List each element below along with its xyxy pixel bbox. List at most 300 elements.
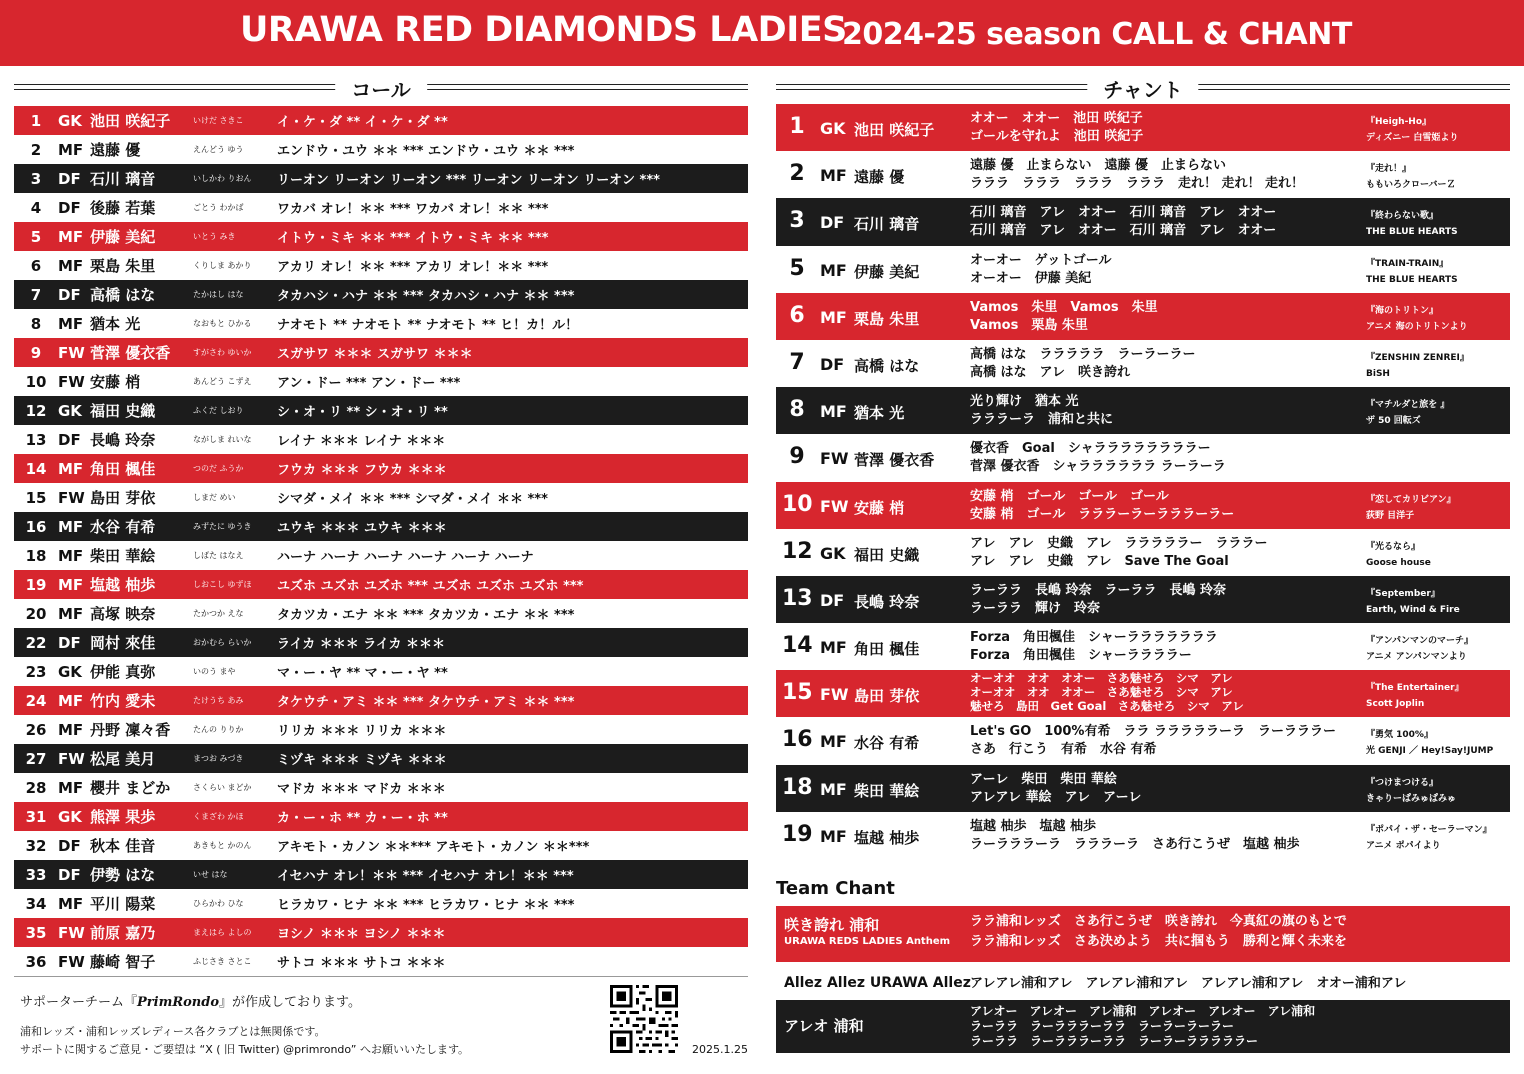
player-position: MF xyxy=(820,826,847,846)
player-name: 伊藤 美紀 xyxy=(854,262,920,281)
player-number: 5 xyxy=(30,227,42,246)
player-call: ハーナ ハーナ ハーナ ハーナ ハーナ ハーナ xyxy=(277,550,534,565)
source-line: 『September』 xyxy=(1366,588,1440,599)
call-row xyxy=(14,947,748,976)
call-heading xyxy=(14,74,748,102)
chant-lyrics xyxy=(970,535,1360,571)
source-line: 『Heigh-Ho』 xyxy=(1366,117,1432,127)
player-number: 1 xyxy=(30,111,42,130)
source-line: 『光るなら』 xyxy=(1366,541,1421,552)
player-kana: さくらい まどか xyxy=(193,783,252,792)
player-name: 福田 史織 xyxy=(90,402,156,420)
player-call: ユズホ ユズホ ユズホ *** ユズホ ユズホ ユズホ *** xyxy=(277,579,584,594)
lyric-line: Vamos 朱里 Vamos 朱里 xyxy=(970,299,1158,315)
chant-row xyxy=(776,717,1510,764)
player-name: 池田 咲紀子 xyxy=(90,112,171,130)
player-kana: しばた はなえ xyxy=(193,551,244,560)
call-row xyxy=(14,715,748,744)
chant-source xyxy=(1366,256,1506,288)
player-number: 3 xyxy=(789,208,805,234)
player-name: 福田 史織 xyxy=(854,545,920,564)
player-position: GK xyxy=(58,662,82,681)
player-call: ナオモト ** ナオモト ** ナオモト ** ヒ！カ！ル！ xyxy=(277,318,579,333)
player-name: 猶本 光 xyxy=(90,315,141,333)
player-kana: みずたに ゆうき xyxy=(193,522,252,531)
call-row xyxy=(14,773,748,802)
call-row xyxy=(14,918,748,947)
lyric-line: アレ アレ 史織 アレ Save The Goal xyxy=(970,553,1229,569)
player-name: 水谷 有希 xyxy=(90,518,156,536)
player-number: 5 xyxy=(789,255,805,281)
player-call: フウカ ＊＊＊ フウカ ＊＊＊ xyxy=(277,463,447,478)
call-row xyxy=(14,483,748,512)
player-name: 竹内 愛未 xyxy=(90,692,156,710)
player-kana: あんどう こずえ xyxy=(193,377,252,386)
player-position: MF xyxy=(58,778,84,797)
player-name: 遠藤 優 xyxy=(90,141,141,159)
publish-date: 2025.1.25 xyxy=(692,1043,748,1056)
lyric-line: 石川 璃音 アレ オオー 石川 璃音 アレ オオー xyxy=(970,223,1277,239)
call-row xyxy=(14,860,748,889)
player-call: カ・ー・ホ ** カ・ー・ホ ** xyxy=(277,811,448,826)
source-line: アニメ ポパイより xyxy=(1366,840,1441,851)
player-call: マ・ー・ヤ ** マ・ー・ヤ ** xyxy=(277,666,448,681)
player-call: エンドウ・ユウ ＊＊ *** エンドウ・ユウ ＊＊ *** xyxy=(277,144,575,159)
player-kana: えんどう ゆう xyxy=(193,145,244,154)
chant-source xyxy=(1366,775,1506,807)
player-number: 12 xyxy=(25,401,47,420)
player-kana: いしかわ りおん xyxy=(193,174,252,183)
player-call: ミヅキ ＊＊＊ ミヅキ ＊＊＊ xyxy=(277,753,447,768)
lyric-line: オーオオ オオ オオー さあ魅せろ シマ アレ xyxy=(970,671,1233,686)
player-number: 22 xyxy=(25,633,47,652)
chant-row xyxy=(776,387,1510,434)
player-position: MF xyxy=(58,227,84,246)
page-header xyxy=(0,0,1524,66)
player-number: 16 xyxy=(782,727,813,753)
source-line: 『海のトリトン』 xyxy=(1366,305,1439,316)
call-row xyxy=(14,802,748,831)
player-call: マドカ ＊＊＊ マドカ ＊＊＊ xyxy=(277,782,446,797)
player-number: 31 xyxy=(25,807,47,826)
player-name: 伊藤 美紀 xyxy=(90,228,156,246)
player-kana: くりしま あかり xyxy=(193,261,252,270)
player-name: 石川 璃音 xyxy=(854,215,920,234)
call-row xyxy=(14,889,748,918)
player-number: 6 xyxy=(30,256,42,275)
call-row xyxy=(14,628,748,657)
chant-row xyxy=(776,434,1510,481)
lyric-line: 菅澤 優衣香 シャララララララ ラーラーラ xyxy=(970,459,1226,475)
call-list xyxy=(14,106,748,976)
player-number: 27 xyxy=(25,749,47,768)
player-name: 藤崎 智子 xyxy=(90,953,156,971)
chant-row xyxy=(776,198,1510,245)
player-position: MF xyxy=(58,720,84,739)
chant-source xyxy=(1366,397,1506,429)
player-kana: いせ はな xyxy=(193,870,228,879)
call-row xyxy=(14,309,748,338)
source-line: ディズニー 白雪姫より xyxy=(1366,133,1459,143)
allez-name: Allez Allez URAWA Allez xyxy=(784,975,971,991)
chant-row xyxy=(776,529,1510,576)
team-chant-areo xyxy=(776,1000,1510,1053)
anthem-name: 咲き誇れ 浦和 xyxy=(784,916,880,934)
player-name: 岡村 來佳 xyxy=(90,634,156,652)
player-name: 前原 嘉乃 xyxy=(90,924,156,942)
player-number: 10 xyxy=(25,372,47,391)
anthem-subtitle: URAWA REDS LADIES Anthem xyxy=(784,936,951,947)
player-call: シ・オ・リ ** シ・オ・リ ** xyxy=(277,405,448,420)
player-name: 菅澤 優衣香 xyxy=(854,451,935,470)
lyric-line: Vamos 栗島 朱里 xyxy=(970,317,1088,333)
lyric-line: Forza 角田楓佳 シャーラララララララ xyxy=(970,630,1218,646)
player-name: 池田 咲紀子 xyxy=(854,121,935,139)
chant-row xyxy=(776,104,1510,151)
player-kana: いのう まや xyxy=(193,667,236,676)
player-name: 安藤 梢 xyxy=(854,498,905,517)
source-line: 『ポパイ・ザ・セーラーマン』 xyxy=(1366,824,1492,835)
lyric-line: 高橋 はな ラララララ ラーラーラー xyxy=(970,346,1196,362)
call-row xyxy=(14,512,748,541)
footer-credit: サポーターチーム『PrimRondo』が作成しております。 xyxy=(20,995,361,1010)
chant-source xyxy=(1366,633,1506,665)
player-number: 1 xyxy=(789,114,805,139)
player-position: DF xyxy=(820,590,845,610)
lyric-line: 魅せろ 島田 Get Goal さあ魅せろ シマ アレ xyxy=(970,699,1244,714)
player-name: 角田 楓佳 xyxy=(854,640,920,659)
call-row xyxy=(14,831,748,860)
player-number: 7 xyxy=(30,285,42,304)
player-position: MF xyxy=(820,402,847,422)
player-kana: なおもと ひかる xyxy=(193,319,252,328)
player-number: 8 xyxy=(789,397,805,423)
chant-row xyxy=(776,340,1510,387)
source-line: Scott Joplin xyxy=(1366,699,1425,710)
chant-lyrics xyxy=(970,723,1360,759)
player-position: FW xyxy=(58,488,85,507)
player-position: DF xyxy=(58,198,81,217)
player-name: 松尾 美月 xyxy=(90,750,156,768)
call-row xyxy=(14,686,748,715)
player-kana: ながしま れいな xyxy=(193,435,252,444)
chant-lyrics xyxy=(970,252,1360,288)
lyric-line: さあ 行こう 有希 水谷 有希 xyxy=(970,742,1157,758)
player-kana: ふくだ しおり xyxy=(193,406,244,415)
page-title: URAWA RED DIAMONDS LADIES xyxy=(240,10,847,50)
source-line: 『走れ！』 xyxy=(1366,164,1412,175)
player-number: 13 xyxy=(25,430,47,449)
player-name: 猶本 光 xyxy=(854,404,905,423)
player-number: 19 xyxy=(782,821,813,847)
chant-heading xyxy=(776,74,1510,102)
chant-lyrics xyxy=(970,488,1360,524)
player-position: GK xyxy=(820,543,846,563)
chant-source xyxy=(1366,680,1506,712)
player-position: MF xyxy=(58,256,84,275)
chant-lyrics xyxy=(970,440,1360,476)
team-chant-heading: Team Chant xyxy=(776,878,895,899)
footer-contact: サポートに関するご意見・ご要望は “X ( 旧 Twitter) @primrondo” へお願いいたします。 xyxy=(20,1043,470,1056)
footer xyxy=(14,976,748,1066)
chant-row xyxy=(776,246,1510,293)
allez-lyrics: アレアレ浦和アレ アレアレ浦和アレ アレアレ浦和アレ オオー浦和アレ xyxy=(970,976,1407,991)
chant-lyrics xyxy=(970,204,1360,240)
source-line: 光 GENJI ／ Hey!Say!JUMP xyxy=(1366,746,1494,757)
player-position: MF xyxy=(58,546,84,565)
chant-source xyxy=(1366,727,1506,759)
player-number: 36 xyxy=(25,952,47,971)
lyric-line: ラーララ 長嶋 玲奈 ラーララ 長嶋 玲奈 xyxy=(970,582,1227,598)
player-position: FW xyxy=(58,952,85,971)
lyric-line: ラーラララーラ ラララーラ さあ行こうぜ 塩越 柚歩 xyxy=(970,836,1300,852)
player-number: 20 xyxy=(25,604,47,623)
player-number: 14 xyxy=(782,633,813,659)
player-call: タカツカ・エナ ＊＊ *** タカツカ・エナ ＊＊ *** xyxy=(277,608,575,623)
areo-name: アレオ 浦和 xyxy=(784,1017,864,1035)
player-call: ヨシノ ＊＊＊ ヨシノ ＊＊＊ xyxy=(277,927,446,942)
chant-lyrics xyxy=(970,299,1360,335)
player-position: MF xyxy=(820,260,847,280)
player-position: MF xyxy=(58,314,84,333)
player-name: 長嶋 玲奈 xyxy=(90,431,156,449)
player-call: ワカバ オレ！＊＊ *** ワカバ オレ！＊＊ *** xyxy=(277,202,549,217)
call-row xyxy=(14,454,748,483)
player-number: 4 xyxy=(30,198,42,217)
source-line: 『つけまつける』 xyxy=(1366,777,1439,788)
lyric-line: ラーララ 輝け 玲奈 xyxy=(970,600,1101,616)
player-number: 7 xyxy=(789,349,805,375)
player-kana: すがさわ ゆいか xyxy=(193,348,252,357)
player-number: 13 xyxy=(782,585,813,611)
chant-source xyxy=(1366,114,1506,146)
player-number: 3 xyxy=(30,169,42,188)
player-number: 2 xyxy=(789,161,805,187)
player-kana: しまだ めい xyxy=(193,493,236,502)
player-kana: いとう みき xyxy=(193,232,236,241)
player-position: MF xyxy=(58,517,84,536)
player-number: 6 xyxy=(789,302,805,328)
call-row xyxy=(14,657,748,686)
lyric-line: アレアレ 華絵 アレ アーレ xyxy=(970,789,1142,805)
source-line: Goose house xyxy=(1366,557,1431,568)
source-line: 『アンパンマンのマーチ』 xyxy=(1366,636,1474,647)
player-position: FW xyxy=(58,372,85,391)
player-kana: たんの りりか xyxy=(193,725,244,734)
lyric-line: 安藤 梢 ゴール ゴール ゴール xyxy=(970,488,1169,504)
chant-row xyxy=(776,670,1510,717)
player-call: ライカ ＊＊＊ ライカ ＊＊＊ xyxy=(277,637,446,652)
lyric-line: 優衣香 Goal シャララララララララー xyxy=(970,441,1211,457)
player-call: リーオン リーオン リーオン *** リーオン リーオン リーオン *** xyxy=(277,173,660,188)
player-name: 平川 陽菜 xyxy=(90,895,156,913)
player-number: 34 xyxy=(25,894,47,913)
player-number: 2 xyxy=(30,140,42,159)
chant-lyrics xyxy=(970,110,1360,146)
player-position: MF xyxy=(58,459,84,478)
player-number: 26 xyxy=(25,720,47,739)
footer-disclaimer: 浦和レッズ・浦和レッズレディース各クラブとは無関係です。 xyxy=(20,1025,326,1038)
chant-row xyxy=(776,812,1510,859)
player-position: MF xyxy=(820,732,847,752)
player-call: サトコ ＊＊＊ サトコ ＊＊＊ xyxy=(277,956,446,971)
player-position: MF xyxy=(820,638,847,658)
qr-code-icon[interactable] xyxy=(610,985,678,1053)
player-position: MF xyxy=(820,166,847,186)
player-position: MF xyxy=(58,140,84,159)
player-number: 19 xyxy=(25,575,47,594)
player-number: 23 xyxy=(25,662,47,681)
player-call: イトウ・ミキ ＊＊ *** イトウ・ミキ ＊＊ *** xyxy=(277,231,549,246)
player-position: MF xyxy=(58,894,84,913)
player-position: FW xyxy=(820,685,849,705)
player-kana: まえはら よしの xyxy=(193,928,252,937)
chant-lyrics xyxy=(970,582,1360,618)
player-position: FW xyxy=(820,496,849,516)
call-row xyxy=(14,338,748,367)
player-name: 栗島 朱里 xyxy=(854,309,920,328)
player-name: 柴田 華絵 xyxy=(854,781,920,800)
player-kana: おかむら らいか xyxy=(193,638,252,647)
lyric-line: ラララーラ 浦和と共に xyxy=(970,412,1114,428)
player-position: MF xyxy=(820,307,847,327)
lyric-line: Let's GO 100%有希 ララ ラララララーラ ラーラララー xyxy=(970,724,1336,740)
player-position: MF xyxy=(58,604,84,623)
player-kana: くまざわ かほ xyxy=(193,812,244,821)
chant-lyrics xyxy=(970,818,1360,854)
call-row xyxy=(14,541,748,570)
player-call: アカリ オレ！＊＊ *** アカリ オレ！＊＊ *** xyxy=(277,260,549,275)
call-row xyxy=(14,135,748,164)
source-line: きゃりーぱみゅぱみゅ xyxy=(1366,793,1457,804)
chant-row xyxy=(776,482,1510,529)
player-call: ヒラカワ・ヒナ ＊＊ *** ヒラカワ・ヒナ ＊＊ *** xyxy=(277,898,575,913)
player-position: MF xyxy=(820,779,847,799)
player-name: 島田 芽依 xyxy=(90,489,156,507)
call-row xyxy=(14,396,748,425)
player-number: 18 xyxy=(25,546,47,565)
player-position: DF xyxy=(58,865,81,884)
call-heading-label: コール xyxy=(335,74,427,103)
source-line: BiSH xyxy=(1366,368,1390,379)
player-position: GK xyxy=(820,119,846,138)
player-call: スガサワ ＊＊＊ スガサワ ＊＊＊ xyxy=(277,347,473,362)
player-position: FW xyxy=(58,923,85,942)
player-name: 菅澤 優衣香 xyxy=(90,344,171,362)
player-position: DF xyxy=(820,213,845,233)
player-number: 12 xyxy=(782,538,813,564)
lyric-line: オーオー ゲットゴール xyxy=(970,252,1112,268)
chant-source xyxy=(1366,161,1506,193)
player-name: 高橋 はな xyxy=(90,286,156,304)
lyric-line: Forza 角田楓佳 シャーララララー xyxy=(970,648,1192,664)
player-name: 高橋 はな xyxy=(854,356,920,375)
player-name: 島田 芽依 xyxy=(854,687,920,706)
lyric-line: オーオー 伊藤 美紀 xyxy=(970,270,1092,286)
player-name: 石川 璃音 xyxy=(90,170,156,188)
lyric-line: オーオオ オオ オオー さあ魅せろ シマ アレ xyxy=(970,685,1233,700)
chant-lyrics xyxy=(970,629,1360,665)
call-row xyxy=(14,570,748,599)
player-position: FW xyxy=(820,449,849,469)
player-name: 丹野 凜々香 xyxy=(90,721,171,739)
player-call: アン・ドー *** アン・ドー *** xyxy=(277,376,461,391)
chant-lyrics xyxy=(970,157,1360,193)
chant-row xyxy=(776,576,1510,623)
player-position: DF xyxy=(58,169,81,188)
chant-row xyxy=(776,623,1510,670)
chant-source xyxy=(1366,586,1506,618)
team-chant-anthem xyxy=(776,906,1510,962)
chant-section xyxy=(776,74,1510,1048)
lyric-line: 高橋 はな アレ 咲き誇れ xyxy=(970,364,1131,380)
source-line: 『ZENSHIN ZENREI』 xyxy=(1366,352,1469,363)
player-call: アキモト・カノン ＊＊*** アキモト・カノン ＊＊*** xyxy=(277,840,590,855)
player-number: 9 xyxy=(30,343,42,362)
call-row xyxy=(14,744,748,773)
player-call: タケウチ・アミ ＊＊ *** タケウチ・アミ ＊＊ *** xyxy=(277,695,575,710)
player-name: 安藤 梢 xyxy=(90,373,141,391)
source-line: THE BLUE HEARTS xyxy=(1366,274,1458,285)
player-name: 長嶋 玲奈 xyxy=(854,592,920,611)
player-kana: まつお みづき xyxy=(193,754,244,763)
lyric-line: 遠藤 優 止まらない 遠藤 優 止まらない xyxy=(970,158,1227,174)
player-position: GK xyxy=(58,807,82,826)
lyric-line: 塩越 柚歩 塩越 柚歩 xyxy=(970,818,1097,834)
player-number: 15 xyxy=(782,680,813,706)
player-position: GK xyxy=(58,401,82,420)
chant-source xyxy=(1366,539,1506,571)
player-name: 塩越 柚歩 xyxy=(90,576,156,594)
player-position: MF xyxy=(58,575,84,594)
player-kana: ごとう わかば xyxy=(193,203,244,212)
source-line: 『TRAIN-TRAIN』 xyxy=(1366,258,1449,269)
brand-logo: PrimRondo xyxy=(137,995,220,1010)
chant-source xyxy=(1366,350,1506,382)
chant-source xyxy=(1366,208,1506,240)
player-name: 後藤 若葉 xyxy=(90,199,156,217)
player-number: 15 xyxy=(25,488,47,507)
player-name: 高塚 映奈 xyxy=(90,605,156,623)
player-number: 9 xyxy=(789,444,805,470)
player-number: 10 xyxy=(782,491,813,517)
player-name: 角田 楓佳 xyxy=(90,460,156,478)
player-name: 水谷 有希 xyxy=(854,734,920,753)
player-kana: しおこし ゆずほ xyxy=(193,580,252,589)
player-kana: たかつか えな xyxy=(193,609,244,618)
call-row xyxy=(14,106,748,135)
player-name: 柴田 華絵 xyxy=(90,547,156,565)
lyric-line: ラララ ラララ ラララ ラララ 走れ！ 走れ！ 走れ！ xyxy=(970,176,1305,192)
source-line: 『勇気 100%』 xyxy=(1366,730,1433,741)
player-name: 熊澤 果歩 xyxy=(90,808,156,826)
call-row xyxy=(14,599,748,628)
chant-row xyxy=(776,765,1510,812)
chant-list xyxy=(776,104,1510,859)
player-kana: たけうち あみ xyxy=(193,696,244,705)
chant-source xyxy=(1366,303,1506,335)
call-row xyxy=(14,164,748,193)
player-kana: つのだ ふうか xyxy=(193,464,244,473)
chant-lyrics xyxy=(970,671,1360,713)
call-row xyxy=(14,222,748,251)
player-name: 秋本 佳音 xyxy=(90,837,156,855)
source-line: Earth, Wind & Fire xyxy=(1366,604,1460,615)
lyric-line: アレ アレ 史織 アレ ラララララー ラララー xyxy=(970,535,1268,551)
chant-source xyxy=(1366,492,1506,524)
source-line: ももいろクローバーＺ xyxy=(1366,180,1456,191)
source-line: アニメ 海のトリトンより xyxy=(1366,321,1468,332)
